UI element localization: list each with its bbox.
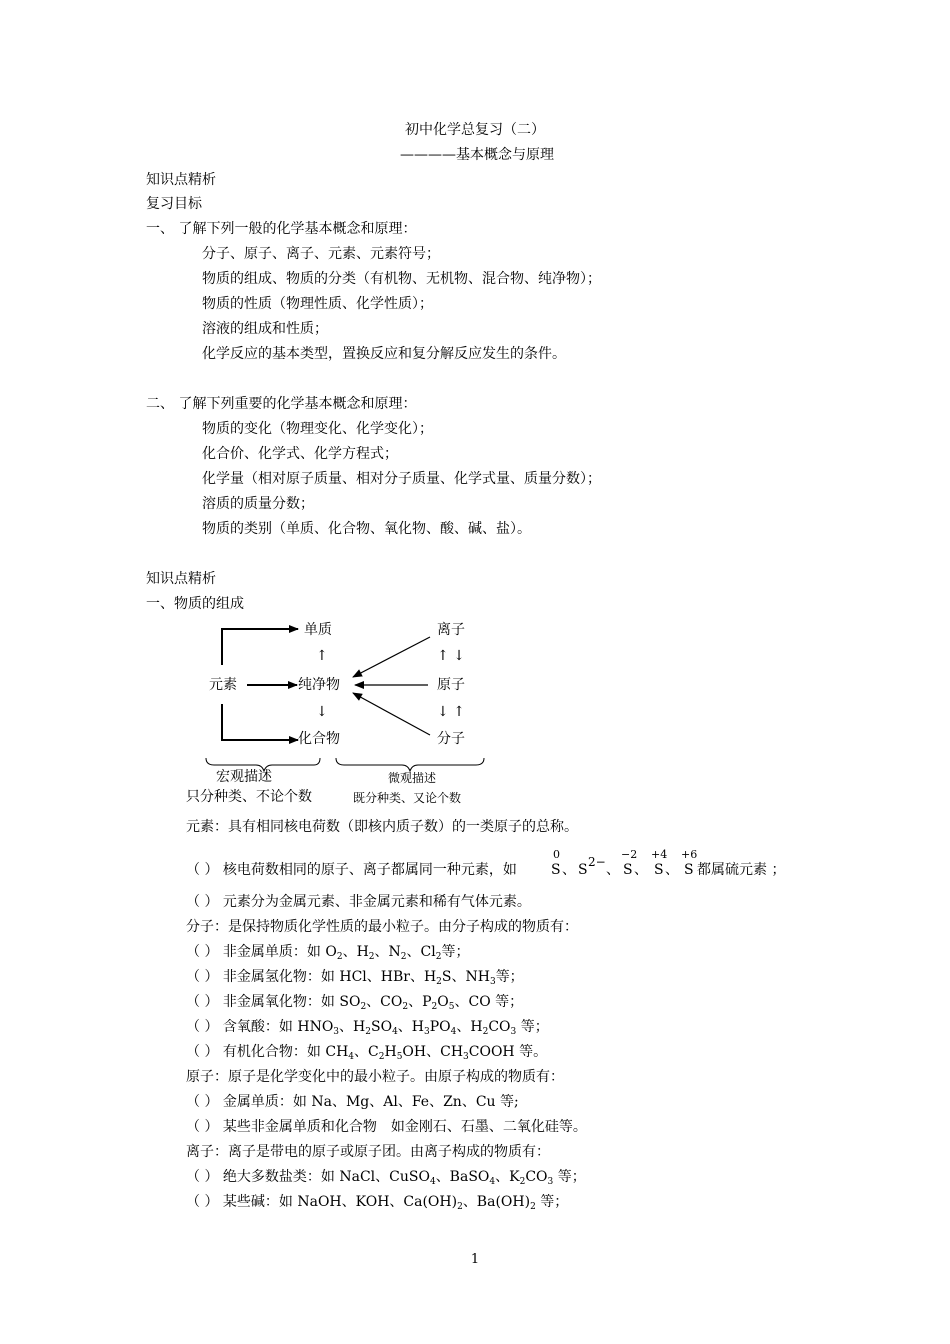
doc-title: 初中化学总复习（二） — [405, 122, 545, 138]
heading-knowledge: 知识点精析 — [146, 172, 216, 188]
sulfur-symbol: S — [578, 862, 588, 878]
molecule-item-nonmetal-oxide: （ ） 非金属氧化物：如 $SO_2$、$CO_2$、$P_2O_5$、CO 等； — [186, 994, 524, 1012]
bullet: （ ） — [186, 969, 219, 985]
sulfur-symbol: S — [623, 862, 633, 878]
node-pure-substance: 纯净物 — [298, 677, 340, 693]
goal1-heading: 一、 了解下列一般的化学基本概念和原理： — [146, 221, 417, 237]
molecule-item-organic: （ ） 有机化合物：如 $CH_4$、$C_2H_5OH$、$CH_3COOH$ 等。 — [186, 1044, 548, 1062]
sulfur-symbol: S — [684, 862, 694, 878]
item-label: 有机化合物：如 — [222, 1044, 321, 1060]
goal1-item: 溶液的组成和性质； — [202, 321, 328, 337]
molecule-item-oxyacid: （ ） 含氧酸：如 $HNO_3$、$H_2SO_4$、$H_3PO_4$、$H_2CO_3$ 等； — [186, 1019, 549, 1037]
goal2-heading: 二、 了解下列重要的化学基本概念和原理： — [146, 396, 417, 412]
ion-item-salts: （ ） 绝大多数盐类：如 NaCl、CuSO$_4$、BaSO$_4$、$K_2CO_3$ 等； — [186, 1169, 586, 1187]
node-atom: 原子 — [437, 677, 465, 693]
atom-q1-text: 金属单质：如 Na、Mg、Al、Fe、Zn、Cu 等; — [222, 1094, 519, 1110]
bullet: （ ） — [186, 1019, 219, 1035]
section-composition: 一、物质的组成 — [146, 596, 244, 612]
bullet: （ ） — [186, 1119, 219, 1135]
element-q2 — [186, 893, 531, 911]
item-suffix: 等； — [520, 1019, 549, 1035]
arrow-down-glyph: ↓ — [316, 704, 328, 720]
doc-subtitle: ————基本概念与原理 — [400, 147, 554, 163]
item-suffix: 等； — [495, 969, 524, 985]
bullet: （ ） — [186, 894, 219, 910]
node-element: 元素 — [209, 677, 237, 693]
bullet: （ ） — [186, 1094, 219, 1110]
arrow-downup-glyph: ↓ ↑ — [437, 704, 465, 720]
node-simple-substance: 单质 — [304, 622, 332, 638]
ox-state: +4 — [651, 848, 668, 861]
atom-item-nonmetal — [186, 1118, 587, 1136]
arrow-up-glyph: ↑ — [316, 648, 328, 664]
ion-charge: 2− — [588, 855, 606, 869]
goal2-item: 化学量（相对原子质量、相对分子质量、化学式量、质量分数）； — [202, 471, 601, 487]
ox-state: −2 — [621, 848, 638, 861]
node-compound: 化合物 — [298, 731, 340, 747]
goal2-item: 溶质的质量分数； — [202, 496, 314, 512]
arrow-element-compound — [222, 704, 298, 740]
goal1-item: 物质的性质（物理性质、化学性质）； — [202, 296, 433, 312]
arrow-updown-glyph: ↑ ↓ — [437, 648, 465, 664]
def-atom: 原子：原子是化学变化中的最小粒子。由原子构成的物质有： — [186, 1069, 564, 1085]
goal2-item: 化合价、化学式、化学方程式； — [202, 446, 398, 462]
ox-state: 0 — [553, 848, 560, 861]
item-label: 非金属单质：如 — [222, 944, 321, 960]
item-suffix: 等； — [441, 944, 470, 960]
element-q2-text: 元素分为金属元素、非金属元素和稀有气体元素。 — [222, 894, 531, 910]
node-ion: 离子 — [437, 622, 465, 638]
arrow-molecule-pure — [353, 693, 430, 735]
item-label: 某些碱：如 — [222, 1194, 293, 1210]
bullet: （ ） — [186, 1194, 219, 1210]
micro-label: 微观描述 — [388, 771, 437, 785]
def-molecule: 分子：是保持物质化学性质的最小粒子。由分子构成的物质有： — [186, 919, 578, 935]
bullet: （ ） — [186, 944, 219, 960]
molecule-item-nonmetal-hydride: （ ） 非金属氢化物：如 HCl、HBr、$H_2S$、$NH_3$等； — [186, 969, 524, 987]
macro-label: 宏观描述 — [216, 769, 272, 785]
goal1-item: 物质的组成、物质的分类（有机物、无机物、混合物、纯净物）； — [202, 271, 601, 287]
bullet: （ ） — [186, 862, 219, 878]
separator: 、 — [606, 862, 620, 878]
item-label: 非金属氢化物：如 — [222, 969, 335, 985]
molecule-item-nonmetal-simple: （ ） 非金属单质：如 $O_2$、$H_2$、$N_2$、$Cl_2$等； — [186, 944, 470, 962]
item-suffix: 等。 — [519, 1044, 548, 1060]
item-suffix: 等； — [540, 1194, 569, 1210]
atom-item-metal — [186, 1093, 519, 1111]
arrow-ion-pure — [353, 637, 430, 677]
def-element: 元素：具有相同核电荷数（即核内质子数）的一类原子的总称。 — [186, 819, 578, 835]
separator: 、 — [562, 862, 576, 878]
atom-q2-text: 某些非金属单质和化合物 如金刚石、石墨、二氧化硅等。 — [222, 1119, 587, 1135]
page-number: 1 — [470, 1252, 480, 1267]
item-suffix: 等； — [495, 994, 524, 1010]
element-q1-end: 都属硫元素 ； — [697, 862, 786, 878]
element-q1-text: 核电荷数相同的原子、离子都属同一种元素，如 — [222, 862, 517, 878]
heading-goal: 复习目标 — [146, 196, 202, 212]
goal2-item: 物质的变化（物理变化、化学变化）； — [202, 421, 433, 437]
element-q1 — [186, 861, 517, 879]
bullet: （ ） — [186, 1169, 219, 1185]
ion-item-bases: （ ） 某些碱：如 NaOH、KOH、$Ca(OH)_2$、$Ba(OH)_2$ 等； — [186, 1194, 569, 1212]
item-label: 含氧酸：如 — [222, 1019, 293, 1035]
item-label: 非金属氧化物：如 — [222, 994, 335, 1010]
goal1-item: 分子、原子、离子、元素、元素符号； — [202, 246, 440, 262]
goal1-item: 化学反应的基本类型，置换反应和复分解反应发生的条件。 — [202, 346, 566, 362]
heading-knowledge-2: 知识点精析 — [146, 571, 216, 587]
sulfur-symbol: S — [551, 862, 561, 878]
item-suffix: 等； — [557, 1169, 586, 1185]
bullet: （ ） — [186, 994, 219, 1010]
def-ion: 离子：离子是带电的原子或原子团。由离子构成的物质有： — [186, 1144, 550, 1160]
bullet: （ ） — [186, 1044, 219, 1060]
separator: 、 — [665, 862, 679, 878]
ox-state: +6 — [681, 848, 698, 861]
separator: 、 — [634, 862, 648, 878]
arrow-element-simple — [222, 629, 298, 665]
macro-note: 只分种类、不论个数 — [186, 789, 312, 805]
goal2-item: 物质的类别（单质、化合物、氧化物、酸、碱、盐）。 — [202, 521, 531, 537]
item-label: 绝大多数盐类：如 — [222, 1169, 335, 1185]
node-molecule: 分子 — [437, 731, 465, 747]
sulfur-symbol: S — [654, 862, 664, 878]
micro-note: 既分种类、又论个数 — [353, 791, 462, 805]
